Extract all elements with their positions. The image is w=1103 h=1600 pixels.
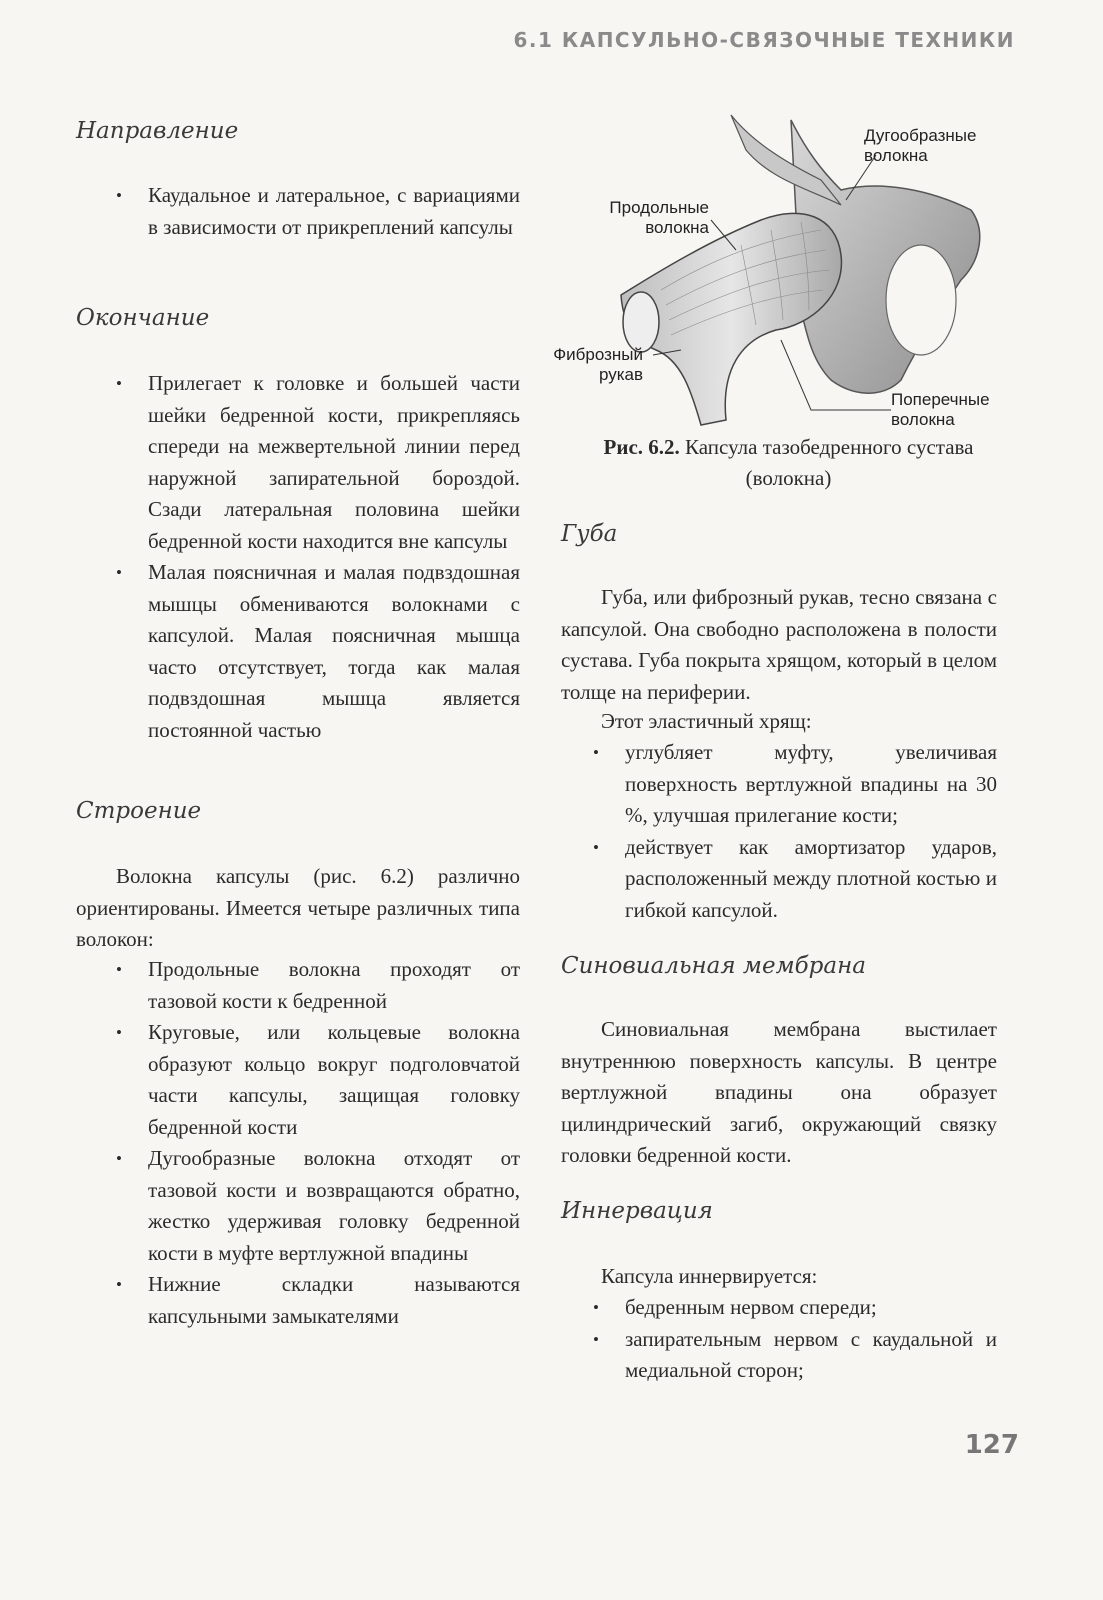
- heading-direction: Направление: [76, 118, 239, 144]
- structure-intro: Волокна капсулы (рис. 6.2) различно ориентированы. Имеется четыре различных типа волокон:: [76, 864, 520, 951]
- label-longitudinal-fibers: Продольные волокна: [609, 198, 709, 237]
- caption-text: Капсула тазобедренного сустава (волокна): [685, 435, 974, 490]
- list-item: • запирательным нервом с каудальной и медиальной сторон;: [593, 1326, 997, 1382]
- labrum-list: [593, 737, 997, 926]
- caption-number: Рис. 6.2.: [603, 435, 680, 459]
- synovial-paragraph: Синовиальная мембрана выстилает внутреннюю поверхность капсулы. В центре вертлужной впадины она образует цилиндрический загиб, окружающий связку головки бедренной кости.: [561, 1017, 997, 1167]
- running-head: 6.1 КАПСУЛЬНО-СВЯЗОЧНЫЕ ТЕХНИКИ: [513, 28, 1015, 52]
- heading-labrum: Губа: [561, 521, 618, 547]
- labrum-intro: Этот эластичный хрящ:: [601, 709, 812, 733]
- labrum-paragraph: Губа, или фиброзный рукав, тесно связана с капсулой. Она свободно расположена в полости сустава. Губа покрыта хрящом, который в целом толще на периферии.: [561, 585, 997, 704]
- hip-capsule-figure: [553, 110, 1021, 435]
- heading-innervation: Иннервация: [561, 1198, 713, 1224]
- list-item: • бедренным нервом спереди;: [593, 1295, 877, 1319]
- list-item: • Круговые, или кольцевые волокна образуют кольцо вокруг подголовчатой части капсулы, защищая головку бедренной кости: [116, 1020, 520, 1139]
- list-item: • Дугообразные волокна отходят от тазовой кости и возвращаются обратно, жестко удерживая головку бедренной кости в муфте вертлужной впадины: [116, 1146, 520, 1265]
- heading-ending: Окончание: [76, 305, 210, 331]
- list-item: • Малая поясничная и малая подвздошная мышцы обмениваются волокнами с капсулой. Малая поясничная мышца часто отсутствует, тогда как малая подвздошная мышца является постоянной частью: [116, 560, 520, 742]
- structure-list: [116, 954, 520, 1332]
- label-arcuate-fibers: Дугообразные волокна: [864, 126, 977, 165]
- list-item: • действует как амортизатор ударов, расположенный между плотной костью и гибкой капсулой.: [593, 834, 997, 922]
- page-number: 127: [964, 1430, 1019, 1460]
- list-item: • Нижние складки называются капсульными замыкателями: [116, 1272, 520, 1328]
- innervation-intro: Капсула иннервируется:: [601, 1264, 818, 1288]
- ending-list: [116, 368, 520, 746]
- list-item: • Каудальное и латеральное, с вариациями в зависимости от прикреплений капсулы: [116, 183, 520, 239]
- heading-structure: Строение: [76, 798, 202, 824]
- list-item: • углубляет муфту, увеличивая поверхность вертлужной впадины на 30 %, улучшая прилегание кости;: [593, 740, 997, 827]
- direction-list: [116, 180, 520, 243]
- list-item: • Прилегает к головке и большей части шейки бедренной кости, прикрепляясь спереди на межвертельной линии перед наружной запирательной бороздой. Сзади латеральная половина шейки бедренной кости находится вне капсулы: [116, 371, 520, 553]
- label-transverse-fibers: Поперечные волокна: [891, 390, 990, 429]
- list-item: • Продольные волокна проходят от тазовой кости к бедренной: [116, 957, 520, 1013]
- innervation-list: [593, 1292, 997, 1387]
- heading-synovial: Синовиальная мембрана: [561, 953, 866, 979]
- label-fibrous-sleeve: Фиброзный рукав: [553, 345, 643, 384]
- figure-caption: [561, 432, 1016, 494]
